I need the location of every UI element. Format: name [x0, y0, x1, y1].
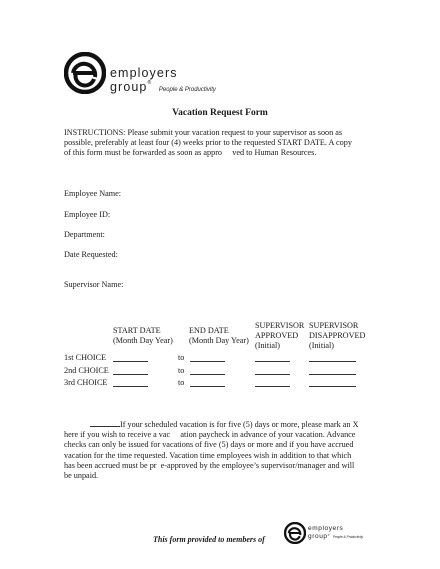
footer-logo-tagline: People & Productivity — [332, 535, 364, 539]
logo-registered-mark: ® — [147, 80, 153, 86]
footer-logo-registered-mark: ® — [327, 533, 331, 537]
header-supervisor-disapproved: SUPERVISOR — [309, 321, 359, 330]
disapproved-initial-blank[interactable] — [309, 386, 356, 387]
advance-line: be unpaid. — [64, 471, 99, 481]
instructions-line: of this form must be forwarded as soon as appro ved to Human Resources. — [64, 148, 317, 158]
footer-logo — [284, 522, 384, 544]
disapproved-initial-blank[interactable] — [309, 361, 356, 362]
choice-row — [64, 366, 394, 377]
form-title: Vacation Request Form — [172, 108, 268, 118]
advance-paragraph — [64, 420, 404, 481]
start-date-blank[interactable] — [113, 386, 148, 387]
employee-id-label: Employee ID: — [64, 210, 111, 219]
logo-tagline: People & Productivity — [158, 87, 216, 93]
end-date-blank[interactable] — [190, 386, 225, 387]
end-date-blank[interactable] — [190, 361, 225, 362]
advance-line: here if you wish to receive a vac ation paycheck in advance of your vacation. Advance — [64, 430, 356, 440]
footer-logo-mark-icon — [284, 522, 306, 544]
employers-group-logo-mark-icon — [64, 52, 106, 94]
header-start-date: START DATE — [113, 326, 161, 335]
header-supervisor-approved-initial: (Initial) — [255, 341, 281, 350]
instructions-line: INSTRUCTIONS: Please submit your vacation request to your supervisor as soon as — [64, 128, 343, 137]
choice-label: 1st CHOICE — [64, 353, 107, 362]
approved-initial-blank[interactable] — [255, 374, 290, 375]
approved-initial-blank[interactable] — [255, 386, 290, 387]
advance-line: checks can only be issued for vacations of five (5) days or more and if you have accrued — [64, 440, 354, 450]
header-supervisor-disapproved-initial: (Initial) — [309, 341, 335, 350]
choice-row — [64, 353, 394, 364]
header-end-date-sub: (Month Day Year) — [189, 336, 249, 345]
employee-name-label: Employee Name: — [64, 189, 122, 198]
to-label: to — [178, 378, 185, 387]
to-label: to — [178, 366, 185, 375]
choice-label: 3rd CHOICE — [64, 378, 108, 387]
end-date-blank[interactable] — [190, 374, 225, 375]
instructions-block — [64, 128, 394, 159]
footer-text: This form provided to members of — [153, 535, 265, 544]
to-label: to — [178, 353, 185, 362]
footer-logo-word-employers: employers — [308, 525, 344, 532]
approved-initial-blank[interactable] — [255, 361, 290, 362]
advance-line: vacation for the time requested. Vacation time employees wish in addition to that which — [64, 450, 352, 460]
start-date-blank[interactable] — [113, 361, 148, 362]
supervisor-name-label: Supervisor Name: — [64, 280, 124, 289]
logo-word-group: group — [110, 80, 148, 94]
logo-word-employers: employers — [110, 66, 178, 80]
date-requested-label: Date Requested: — [64, 250, 118, 259]
choice-row — [64, 378, 394, 389]
choice-label: 2nd CHOICE — [64, 366, 109, 375]
instructions-line: possible, preferably at least four (4) weeks prior to the requested START DATE. A copy — [64, 138, 352, 148]
footer-logo-word-group: group — [308, 533, 328, 540]
department-label: Department: — [64, 230, 105, 239]
employers-group-logo — [64, 52, 214, 98]
header-start-date-sub: (Month Day Year) — [113, 336, 173, 345]
advance-line: has been accrued must be pr e-approved by the employee’s supervisor/manager and will — [64, 460, 355, 470]
disapproved-initial-blank[interactable] — [309, 374, 356, 375]
header-end-date: END DATE — [189, 326, 229, 335]
header-supervisor-approved: SUPERVISOR — [255, 321, 305, 330]
header-supervisor-approved: APPROVED — [255, 331, 299, 340]
header-supervisor-disapproved: DISAPPROVED — [309, 331, 366, 340]
start-date-blank[interactable] — [113, 374, 148, 375]
advance-line: If your scheduled vacation is for five (5) days or more, please mark an X — [120, 420, 359, 429]
